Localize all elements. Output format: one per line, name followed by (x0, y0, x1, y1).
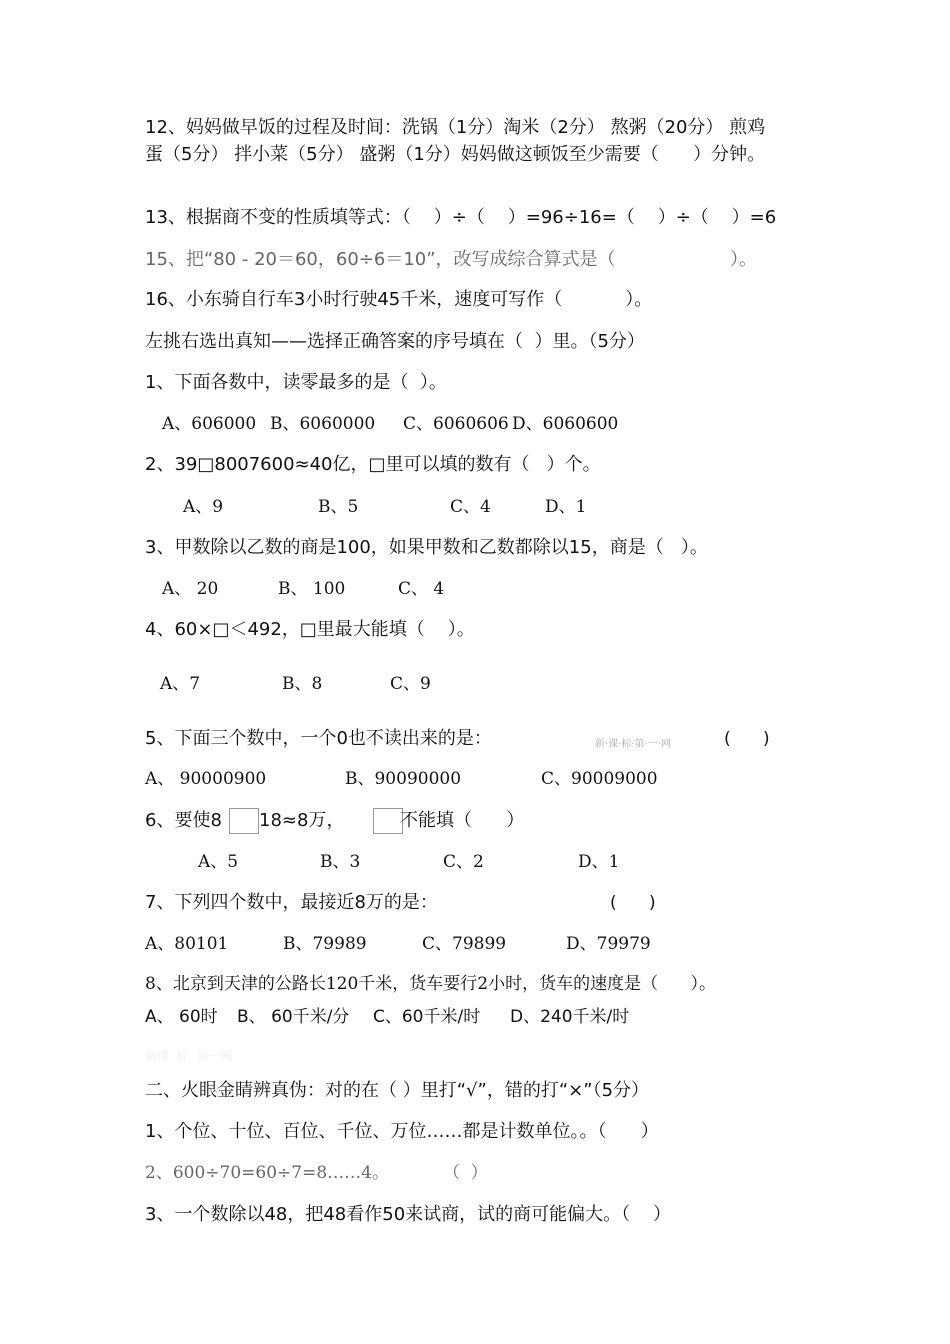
choice-q8: 8、北京到天津的公路长120千米，货车要行2小时，货车的速度是（ ）。 (145, 974, 717, 994)
answer-paren: ( ) (610, 893, 656, 913)
q16: 16、小东骑自行车3小时行驶45千米，速度可写作（ ）。 (145, 289, 653, 310)
option: A、 60时 (145, 1007, 218, 1027)
option: C、 4 (398, 579, 445, 599)
option: A、606000 (162, 414, 257, 434)
option: D、79979 (566, 934, 651, 954)
section2-heading: 二、火眼金睛辨真伪：对的在（ ）里打“√”，错的打“×”（5分） (145, 1080, 650, 1101)
choice-q7: 7、下列四个数中，最接近8万的是： (145, 892, 438, 913)
option: B、6060000 (270, 414, 376, 434)
option: C、2 (443, 852, 484, 872)
option: B、79989 (283, 934, 367, 954)
option: B、3 (320, 852, 361, 872)
blank-box (373, 808, 403, 834)
option: D、240千米/时 (510, 1007, 630, 1027)
tf-q1: 1、个位、十位、百位、千位、万位……都是计数单位。。（ ） (145, 1121, 659, 1142)
answer-paren: ( ) (724, 729, 770, 749)
q15: 15、把“80 - 20＝60，60÷6＝10”，改写成综合算式是（ ）。 (145, 249, 757, 270)
option: A、7 (160, 674, 201, 694)
option: A、 90000900 (145, 769, 267, 789)
option: C、79899 (422, 934, 507, 954)
option: D、6060600 (512, 414, 619, 434)
choice-q5: 5、下面三个数中，一个0也不读出来的是： (145, 728, 492, 749)
option: A、5 (198, 852, 239, 872)
section1-heading: 左挑右选出真知——选择正确答案的序号填在（ ）里。（5分） (145, 331, 645, 352)
choice-q3: 3、甲数除以乙数的商是100，如果甲数和乙数都除以15，商是（ ）。 (145, 537, 708, 558)
option: C、4 (450, 497, 491, 517)
choice-q6-a: 6、要使8 (145, 810, 222, 831)
choice-q6-b: 18≈8万， (259, 810, 345, 831)
option: C、60千米/时 (373, 1007, 481, 1027)
choice-q4: 4、60×□＜492，□里最大能填（ ）。 (145, 619, 475, 640)
option: A、 20 (162, 579, 219, 599)
choice-q1: 1、下面各数中，读零最多的是（ ）。 (145, 372, 447, 393)
choice-q2: 2、39□8007600≈40亿，□里可以填的数有（ ）个。 (145, 454, 601, 475)
watermark: 新·课·标·第·一·网 (595, 739, 671, 750)
choice-q6-c: 不能填（ ） (400, 810, 525, 831)
option: B、 60千米/分 (237, 1007, 350, 1027)
option: D、1 (578, 852, 620, 872)
option: B、8 (282, 674, 323, 694)
option: B、90090000 (345, 769, 462, 789)
tf-q2: 2、600÷70=60÷7=8……4。 （ ） (145, 1163, 488, 1183)
option: C、6060606 (403, 414, 509, 434)
blank-box (229, 808, 259, 834)
option: D、1 (545, 497, 587, 517)
option: A、9 (183, 497, 224, 517)
option: A、80101 (145, 934, 229, 954)
watermark: 新课 标 第一网 (145, 1049, 233, 1063)
q12-line1: 12、妈妈做早饭的过程及时间：洗锅（1分）淘米（2分） 熬粥（20分） 煎鸡 (145, 117, 766, 138)
tf-q3: 3、一个数除以48，把48看作50来试商，试的商可能偏大。（ ） (145, 1204, 672, 1225)
option: B、5 (318, 497, 359, 517)
option: C、9 (390, 674, 431, 694)
q12-line2: 蛋（5分） 拌小菜（5分） 盛粥（1分）妈妈做这顿饭至少需要（ ）分钟。 (145, 144, 766, 165)
option: B、 100 (278, 579, 346, 599)
q13: 13、根据商不变的性质填等式：（ ）÷（ ）=96÷16=（ ）÷（ ）=6 (145, 207, 777, 228)
option: C、90009000 (541, 769, 658, 789)
